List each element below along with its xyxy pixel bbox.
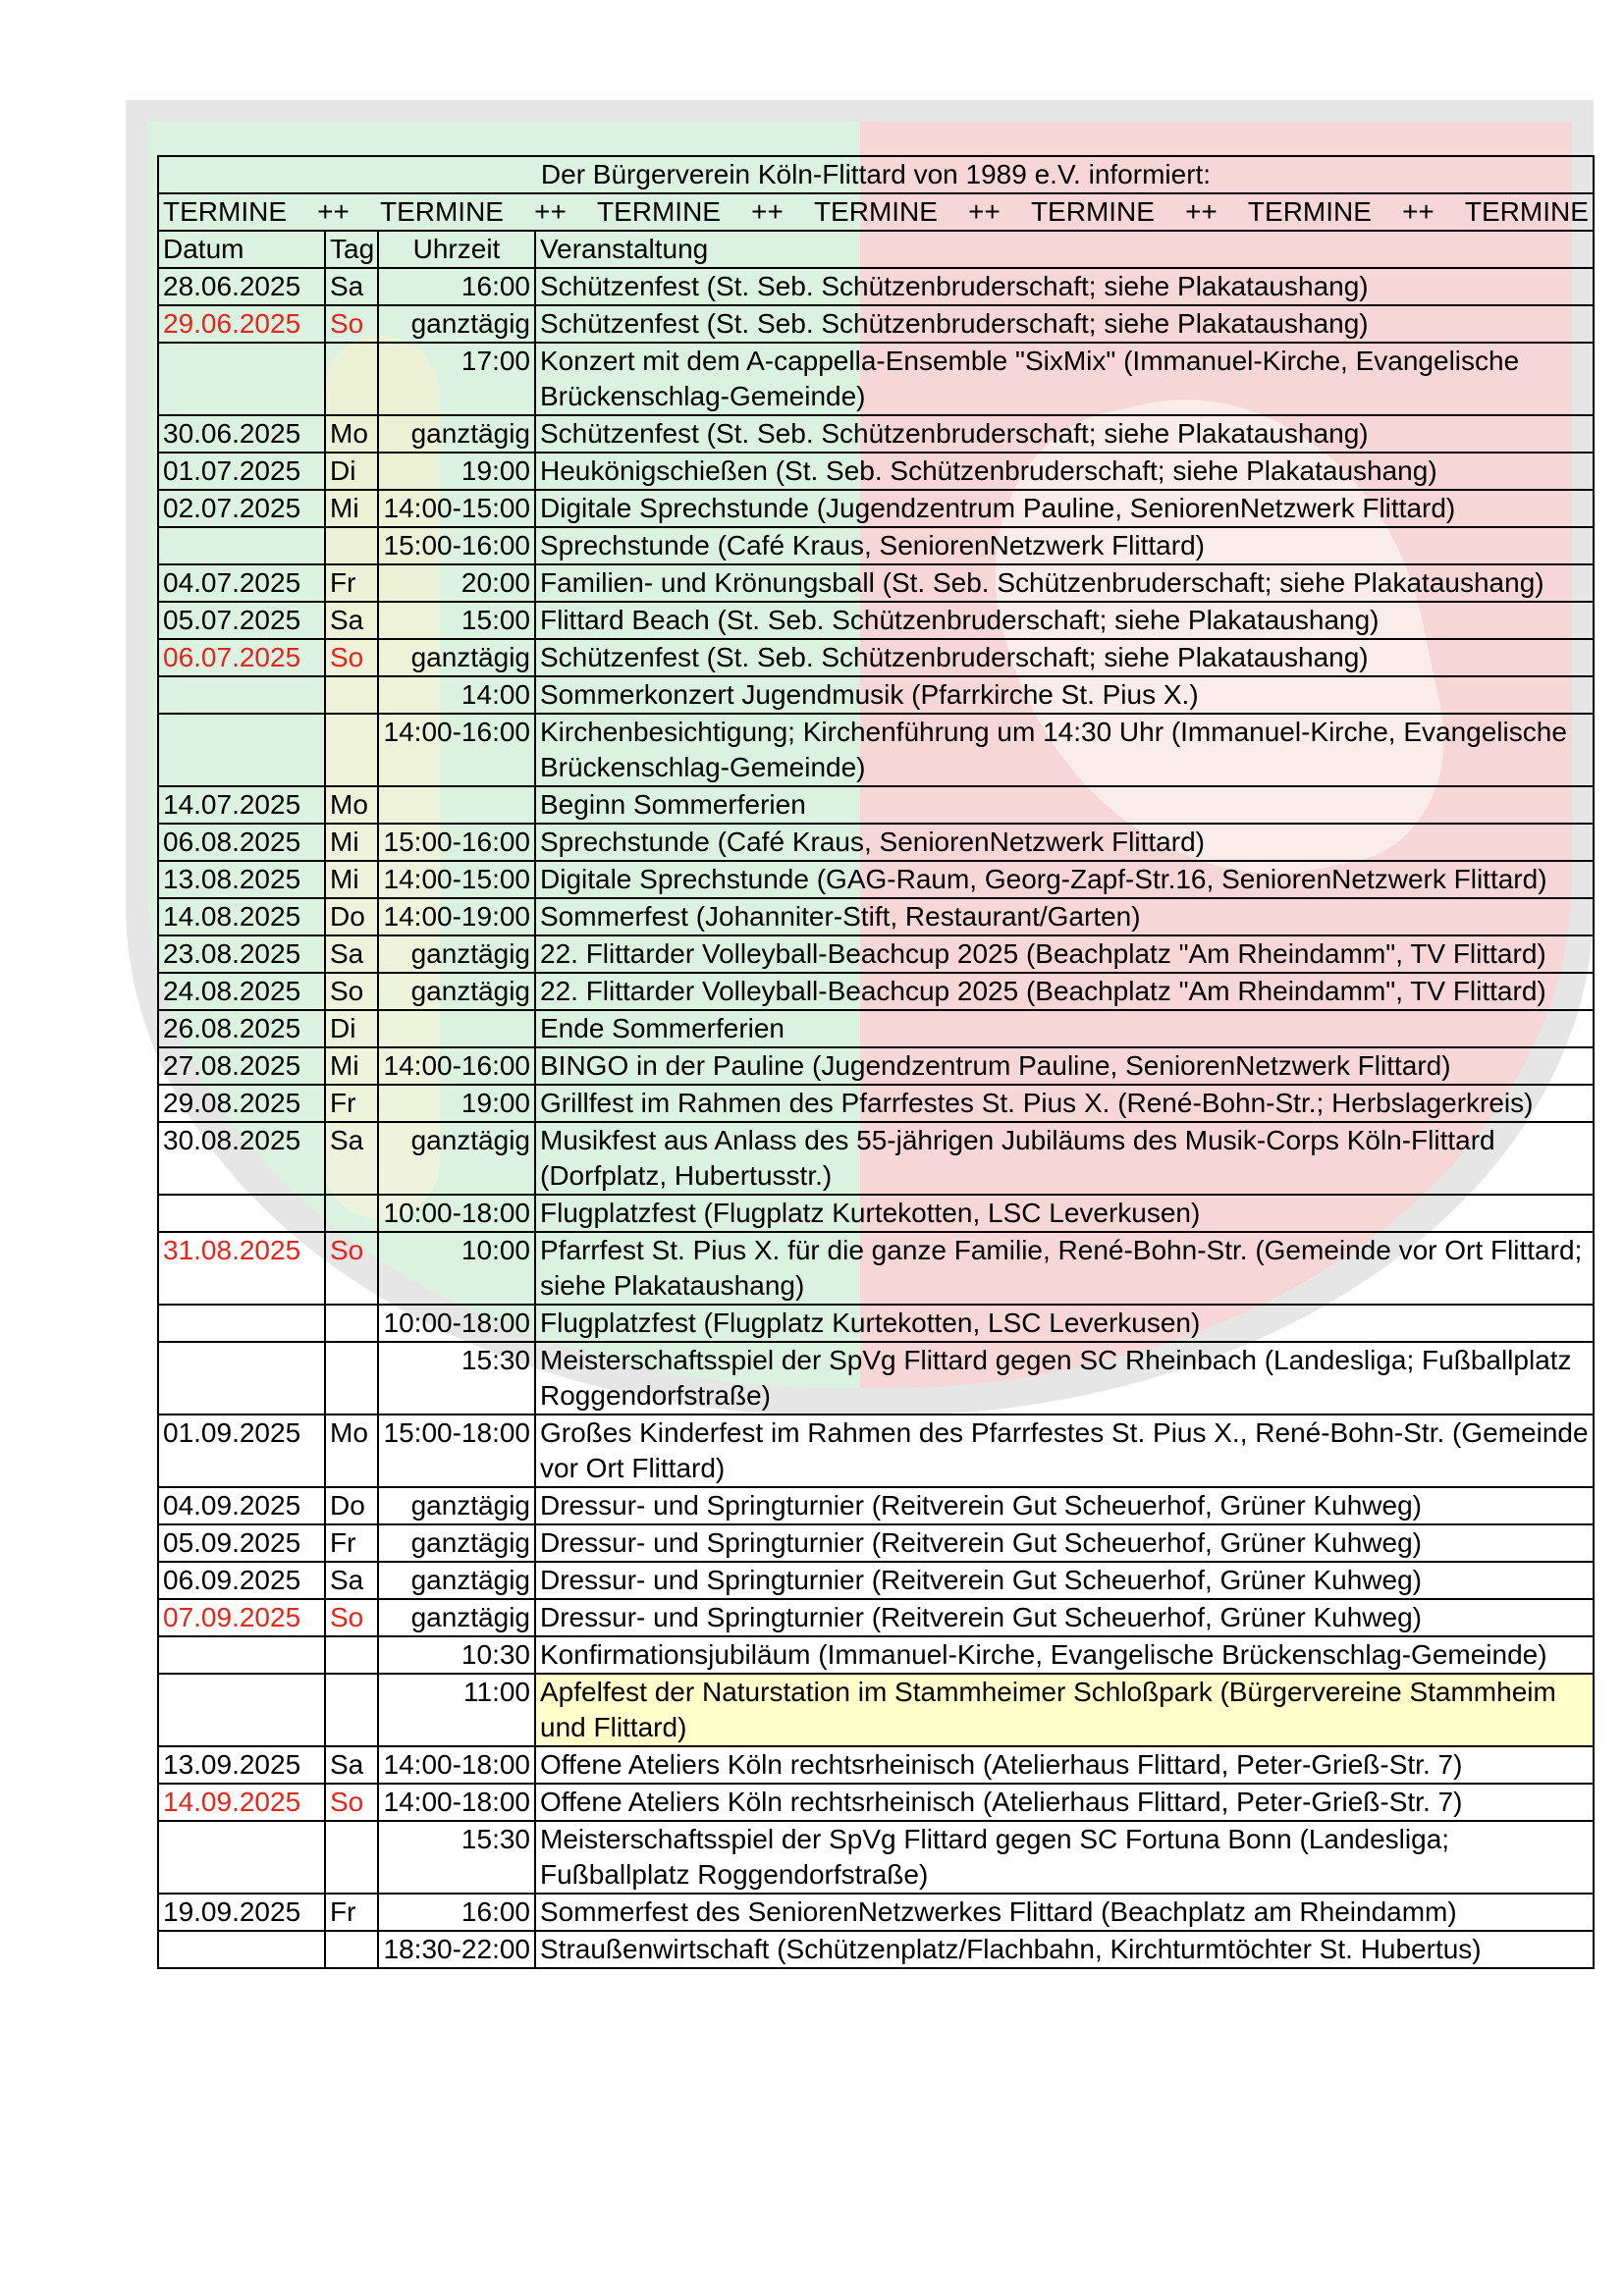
table-row [158, 861, 1594, 898]
row-date: 28.06.2025 [158, 268, 325, 305]
row-day: Sa [325, 268, 378, 305]
row-time: 20:00 [378, 564, 535, 602]
row-event: Offene Ateliers Köln rechtsrheinisch (Atelierhaus Flittard, Peter-Grieß-Str. 7) [535, 1784, 1594, 1821]
schedule-table [157, 155, 1595, 1969]
row-date: 14.07.2025 [158, 786, 325, 824]
table-row [158, 527, 1594, 564]
row-event: Meisterschaftsspiel der SpVg Flittard gegen SC Rheinbach (Landesliga; Fußballplatz Roggendorfstraße) [535, 1342, 1594, 1415]
row-event: Schützenfest (St. Seb. Schützenbruderschaft; siehe Plakataushang) [535, 415, 1594, 453]
row-time [378, 786, 535, 824]
table-row [158, 268, 1594, 305]
row-day [325, 1821, 378, 1894]
row-date [158, 1674, 325, 1746]
row-time: 14:00-18:00 [378, 1746, 535, 1784]
row-date: 30.08.2025 [158, 1122, 325, 1195]
row-day [325, 343, 378, 415]
row-date [158, 1821, 325, 1894]
table-row [158, 1821, 1594, 1894]
table-row [158, 1931, 1594, 1968]
row-date: 29.06.2025 [158, 305, 325, 343]
row-event: Meisterschaftsspiel der SpVg Flittard gegen SC Fortuna Bonn (Landesliga; Fußballplatz Roggendorfstraße) [535, 1821, 1594, 1894]
row-day: Sa [325, 1562, 378, 1599]
row-day: Mi [325, 490, 378, 527]
row-time: 14:00-15:00 [378, 861, 535, 898]
banner-separator: ++ [1185, 196, 1218, 227]
row-event: BINGO in der Pauline (Jugendzentrum Pauline, SeniorenNetzwerk Flittard) [535, 1047, 1594, 1085]
table-row [158, 415, 1594, 453]
row-time: 15:00 [378, 602, 535, 639]
row-day: So [325, 973, 378, 1010]
row-event: Dressur- und Springturnier (Reitverein Gut Scheuerhof, Grüner Kuhweg) [535, 1487, 1594, 1524]
banner-separator: ++ [751, 196, 784, 227]
table-row [158, 1122, 1594, 1195]
row-time: 14:00-15:00 [378, 490, 535, 527]
row-time: 14:00-16:00 [378, 714, 535, 786]
row-event: 22. Flittarder Volleyball-Beachcup 2025 (Beachplatz "Am Rheindamm", TV Flittard) [535, 935, 1594, 973]
row-date: 04.07.2025 [158, 564, 325, 602]
row-event: Großes Kinderfest im Rahmen des Pfarrfestes St. Pius X., René-Bohn-Str. (Gemeinde vor Ort Flittard) [535, 1415, 1594, 1487]
table-row [158, 1599, 1594, 1636]
row-time: 17:00 [378, 343, 535, 415]
row-day: So [325, 305, 378, 343]
row-day: Fr [325, 1894, 378, 1931]
row-date: 30.06.2025 [158, 415, 325, 453]
row-time: 10:00-18:00 [378, 1195, 535, 1232]
row-day: Fr [325, 564, 378, 602]
row-time: ganztägig [378, 415, 535, 453]
row-day: So [325, 1599, 378, 1636]
banner-word: TERMINE [813, 196, 938, 227]
row-time: 10:00-18:00 [378, 1305, 535, 1342]
row-event: 22. Flittarder Volleyball-Beachcup 2025 (Beachplatz "Am Rheindamm", TV Flittard) [535, 973, 1594, 1010]
row-event: Dressur- und Springturnier (Reitverein Gut Scheuerhof, Grüner Kuhweg) [535, 1562, 1594, 1599]
row-time: 15:30 [378, 1342, 535, 1415]
row-date: 06.08.2025 [158, 824, 325, 861]
row-day: Mi [325, 1047, 378, 1085]
row-date: 13.08.2025 [158, 861, 325, 898]
row-date: 23.08.2025 [158, 935, 325, 973]
row-date: 26.08.2025 [158, 1010, 325, 1047]
row-event: Beginn Sommerferien [535, 786, 1594, 824]
table-row [158, 973, 1594, 1010]
table-row [158, 898, 1594, 935]
row-time: 14:00 [378, 676, 535, 714]
table-row [158, 1085, 1594, 1122]
row-date: 24.08.2025 [158, 973, 325, 1010]
row-date: 05.09.2025 [158, 1524, 325, 1562]
row-event: Musikfest aus Anlass des 55-jährigen Jubiläums des Musik-Corps Köln-Flittard (Dorfplatz, Hubertusstr.) [535, 1122, 1594, 1195]
page-title: Der Bürgerverein Köln-Flittard von 1989 e.V. informiert: [158, 156, 1594, 193]
row-event: Konzert mit dem A-cappella-Ensemble "SixMix" (Immanuel-Kirche, Evangelische Brückenschlag-Gemeinde) [535, 343, 1594, 415]
table-row [158, 1305, 1594, 1342]
row-event: Pfarrfest St. Pius X. für die ganze Familie, René-Bohn-Str. (Gemeinde vor Ort Flittard; siehe Plakataushang) [535, 1232, 1594, 1305]
row-time: ganztägig [378, 1122, 535, 1195]
table-row [158, 676, 1594, 714]
row-date: 06.09.2025 [158, 1562, 325, 1599]
banner-separator: ++ [1402, 196, 1435, 227]
row-day: So [325, 1784, 378, 1821]
row-date: 01.07.2025 [158, 453, 325, 490]
row-date: 31.08.2025 [158, 1232, 325, 1305]
row-event: Sommerfest (Johanniter-Stift, Restaurant/Garten) [535, 898, 1594, 935]
row-time: 10:30 [378, 1636, 535, 1674]
row-time: ganztägig [378, 1524, 535, 1562]
table-row [158, 1784, 1594, 1821]
row-event: Flugplatzfest (Flugplatz Kurtekotten, LSC Leverkusen) [535, 1195, 1594, 1232]
table-row [158, 714, 1594, 786]
row-event: Digitale Sprechstunde (Jugendzentrum Pauline, SeniorenNetzwerk Flittard) [535, 490, 1594, 527]
row-day: Do [325, 898, 378, 935]
table-row [158, 1636, 1594, 1674]
table-row [158, 639, 1594, 676]
row-event: Heukönigschießen (St. Seb. Schützenbruderschaft; siehe Plakataushang) [535, 453, 1594, 490]
table-row [158, 1487, 1594, 1524]
row-time: ganztägig [378, 973, 535, 1010]
row-event: Schützenfest (St. Seb. Schützenbruderschaft; siehe Plakataushang) [535, 268, 1594, 305]
row-event: Sprechstunde (Café Kraus, SeniorenNetzwerk Flittard) [535, 824, 1594, 861]
table-row [158, 1010, 1594, 1047]
row-event: Sommerkonzert Jugendmusik (Pfarrkirche St. Pius X.) [535, 676, 1594, 714]
row-day [325, 1636, 378, 1674]
row-time: 15:30 [378, 1821, 535, 1894]
row-day: Sa [325, 1746, 378, 1784]
table-row [158, 343, 1594, 415]
row-event: Flugplatzfest (Flugplatz Kurtekotten, LSC Leverkusen) [535, 1305, 1594, 1342]
row-day: Sa [325, 602, 378, 639]
banner-word: TERMINE [379, 196, 504, 227]
row-time: 14:00-18:00 [378, 1784, 535, 1821]
row-date [158, 1305, 325, 1342]
row-event: Dressur- und Springturnier (Reitverein Gut Scheuerhof, Grüner Kuhweg) [535, 1524, 1594, 1562]
row-day: Mo [325, 1415, 378, 1487]
termine-banner [163, 194, 1589, 230]
row-event: Sprechstunde (Café Kraus, SeniorenNetzwerk Flittard) [535, 527, 1594, 564]
table-row [158, 786, 1594, 824]
row-time: ganztägig [378, 305, 535, 343]
row-date: 02.07.2025 [158, 490, 325, 527]
row-date: 01.09.2025 [158, 1415, 325, 1487]
row-date: 06.07.2025 [158, 639, 325, 676]
row-time: 16:00 [378, 268, 535, 305]
row-day [325, 676, 378, 714]
row-day [325, 1305, 378, 1342]
table-row [158, 1894, 1594, 1931]
row-time: 15:00-16:00 [378, 824, 535, 861]
row-event: Digitale Sprechstunde (GAG-Raum, Georg-Zapf-Str.16, SeniorenNetzwerk Flittard) [535, 861, 1594, 898]
banner-separator: ++ [534, 196, 567, 227]
row-date [158, 527, 325, 564]
row-date [158, 1636, 325, 1674]
table-row [158, 1232, 1594, 1305]
banner-word: TERMINE [1464, 196, 1589, 227]
row-event: Flittard Beach (St. Seb. Schützenbruderschaft; siehe Plakataushang) [535, 602, 1594, 639]
row-day: Fr [325, 1085, 378, 1122]
row-day: So [325, 1232, 378, 1305]
header-time: Uhrzeit [378, 231, 535, 268]
row-date [158, 343, 325, 415]
row-day [325, 714, 378, 786]
table-row [158, 453, 1594, 490]
row-date: 29.08.2025 [158, 1085, 325, 1122]
row-date [158, 714, 325, 786]
banner-separator: ++ [317, 196, 350, 227]
table-row [158, 935, 1594, 973]
row-event: Offene Ateliers Köln rechtsrheinisch (Atelierhaus Flittard, Peter-Grieß-Str. 7) [535, 1746, 1594, 1784]
table-row [158, 1746, 1594, 1784]
row-event: Schützenfest (St. Seb. Schützenbruderschaft; siehe Plakataushang) [535, 639, 1594, 676]
row-day: Sa [325, 1122, 378, 1195]
row-date: 27.08.2025 [158, 1047, 325, 1085]
row-date: 13.09.2025 [158, 1746, 325, 1784]
banner-word: TERMINE [596, 196, 721, 227]
table-row [158, 490, 1594, 527]
table-row [158, 1524, 1594, 1562]
row-day: So [325, 639, 378, 676]
row-day: Fr [325, 1524, 378, 1562]
row-day [325, 527, 378, 564]
row-date [158, 1195, 325, 1232]
header-row [158, 231, 1594, 268]
row-date: 05.07.2025 [158, 602, 325, 639]
row-day: Mo [325, 415, 378, 453]
banner-separator: ++ [968, 196, 1001, 227]
row-time: 14:00-19:00 [378, 898, 535, 935]
row-date [158, 676, 325, 714]
title-row [158, 156, 1594, 193]
row-event: Familien- und Krönungsball (St. Seb. Schützenbruderschaft; siehe Plakataushang) [535, 564, 1594, 602]
row-time: ganztägig [378, 935, 535, 973]
banner-word: TERMINE [1247, 196, 1372, 227]
row-day: Mi [325, 861, 378, 898]
row-day [325, 1931, 378, 1968]
row-day: Sa [325, 935, 378, 973]
row-day: Di [325, 453, 378, 490]
row-time: 19:00 [378, 453, 535, 490]
table-row [158, 1195, 1594, 1232]
row-time: 11:00 [378, 1674, 535, 1746]
row-date [158, 1931, 325, 1968]
row-time: 19:00 [378, 1085, 535, 1122]
row-event: Grillfest im Rahmen des Pfarrfestes St. Pius X. (René-Bohn-Str.; Herbslagerkreis) [535, 1085, 1594, 1122]
row-date: 14.08.2025 [158, 898, 325, 935]
row-day [325, 1342, 378, 1415]
row-time: ganztägig [378, 1487, 535, 1524]
row-event: Ende Sommerferien [535, 1010, 1594, 1047]
table-row [158, 1047, 1594, 1085]
termine-banner-row [158, 193, 1594, 231]
row-time: 18:30-22:00 [378, 1931, 535, 1968]
banner-word: TERMINE [1030, 196, 1155, 227]
table-row [158, 305, 1594, 343]
row-day [325, 1195, 378, 1232]
table-row [158, 1415, 1594, 1487]
row-day: Mo [325, 786, 378, 824]
row-date: 14.09.2025 [158, 1784, 325, 1821]
row-date: 07.09.2025 [158, 1599, 325, 1636]
row-event: Kirchenbesichtigung; Kirchenführung um 14:30 Uhr (Immanuel-Kirche, Evangelische Brückenschlag-Gemeinde) [535, 714, 1594, 786]
row-event: Konfirmationsjubiläum (Immanuel-Kirche, Evangelische Brückenschlag-Gemeinde) [535, 1636, 1594, 1674]
header-event: Veranstaltung [535, 231, 1594, 268]
row-time: ganztägig [378, 1599, 535, 1636]
row-time: 15:00-16:00 [378, 527, 535, 564]
row-time: 16:00 [378, 1894, 535, 1931]
banner-word: TERMINE [163, 196, 287, 227]
table-row [158, 824, 1594, 861]
row-event: Straußenwirtschaft (Schützenplatz/Flachbahn, Kirchturmtöchter St. Hubertus) [535, 1931, 1594, 1968]
row-day [325, 1674, 378, 1746]
row-date [158, 1342, 325, 1415]
row-time [378, 1010, 535, 1047]
row-event: Sommerfest des SeniorenNetzwerkes Flittard (Beachplatz am Rheindamm) [535, 1894, 1594, 1931]
row-date: 19.09.2025 [158, 1894, 325, 1931]
row-day: Di [325, 1010, 378, 1047]
row-event: Dressur- und Springturnier (Reitverein Gut Scheuerhof, Grüner Kuhweg) [535, 1599, 1594, 1636]
row-time: 14:00-16:00 [378, 1047, 535, 1085]
row-event: Schützenfest (St. Seb. Schützenbruderschaft; siehe Plakataushang) [535, 305, 1594, 343]
row-date: 04.09.2025 [158, 1487, 325, 1524]
row-time: ganztägig [378, 639, 535, 676]
row-time: 15:00-18:00 [378, 1415, 535, 1487]
row-day: Mi [325, 824, 378, 861]
table-row [158, 1674, 1594, 1746]
row-event: Apfelfest der Naturstation im Stammheimer Schloßpark (Bürgervereine Stammheim und Flittard) [535, 1674, 1594, 1746]
table-row [158, 1562, 1594, 1599]
row-time: 10:00 [378, 1232, 535, 1305]
header-day: Tag [325, 231, 378, 268]
row-day: Do [325, 1487, 378, 1524]
table-row [158, 564, 1594, 602]
table-row [158, 602, 1594, 639]
row-time: ganztägig [378, 1562, 535, 1599]
header-date: Datum [158, 231, 325, 268]
table-row [158, 1342, 1594, 1415]
